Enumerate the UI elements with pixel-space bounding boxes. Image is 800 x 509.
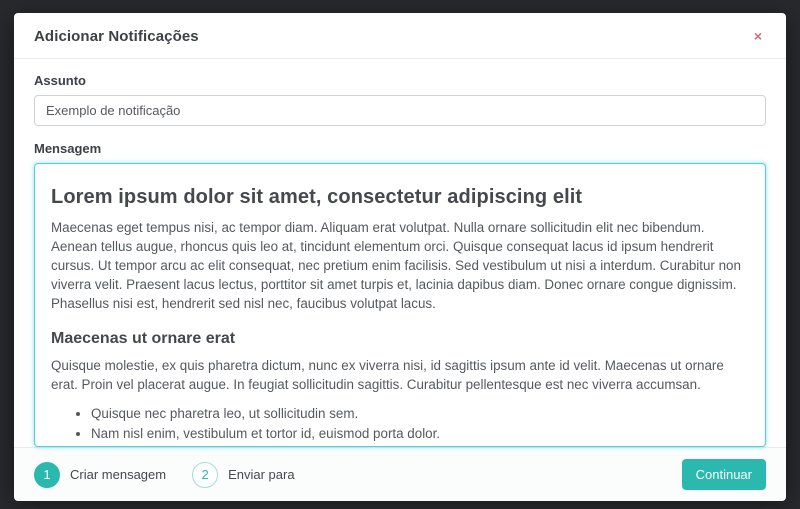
editor-heading-2: Lorem ipsum dolor sit amet, consectetur adipiscing elit [51, 186, 583, 208]
add-notification-modal [14, 13, 786, 496]
modal-title: Adicionar Notificações [34, 27, 199, 45]
list-item: • Quisque nec pharetra leo, ut sollicitudin sem. [91, 404, 749, 424]
step-send-to [192, 462, 294, 488]
modal-footer [14, 447, 786, 501]
list-item [91, 443, 749, 447]
step-1-label: Criar mensagem [70, 467, 167, 482]
editor-heading-3: Maecenas ut ornare erat [51, 330, 236, 347]
subject-label: Assunto [34, 73, 86, 88]
step-1-badge: 1 [34, 462, 60, 488]
editor-paragraph: Maecenas eget tempus nisi, ac tempor diam. Aliquam erat volutpat. Nulla ornare sollicitudin elit nec bibendum. Aenean tellus augue, rhoncus quis leo at, tincidunt elementum orci. Quisque consequat lacus id ipsum hendrerit cursus. Ut tempor arcu ac elit consequat, nec pretium enim facilisis. Sed vestibulum ut nisi a interdum. Curabitur non viverra velit. Praesent lacus lectus, porttitor sit amet turpis et, lacinia dapibus diam. Donec ornare congue dignissim. Phasellus nisi est, hendrerit sed nisl nec, faucibus volutpat lacus. [51, 220, 741, 311]
message-rich-text-editor[interactable] [34, 163, 766, 447]
step-create-message [34, 462, 166, 488]
message-label: Mensagem [34, 141, 102, 156]
editor-paragraph: Quisque molestie, ex quis pharetra dictum, nunc ex viverra nisi, id sagittis ipsum ante id velit. Maecenas ut ornare erat. Proin vel placerat augue. In feugiat sollicitudin sagittis. Curabitur pellentesque est nec viverra accumsan. [51, 358, 724, 392]
modal-header [14, 13, 786, 59]
step-2-label: Enviar para [228, 467, 295, 482]
subject-input[interactable] [34, 95, 766, 126]
close-icon[interactable]: × [750, 27, 766, 45]
list-item: • Nam nisl enim, vestibulum et tortor id, euismod porta dolor. [91, 424, 749, 444]
step-2-badge: 2 [192, 462, 218, 488]
continue-button[interactable]: Continuar [682, 459, 766, 490]
editor-bullet-list [51, 404, 749, 447]
modal-body [14, 59, 786, 447]
